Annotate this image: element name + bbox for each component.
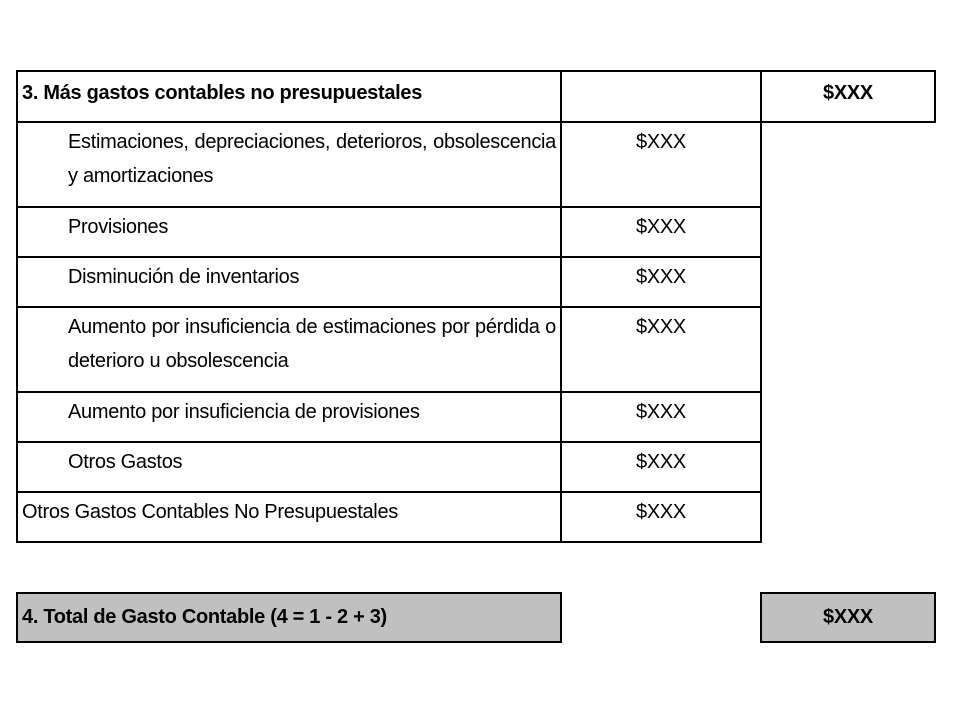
row-label-aumento-provisiones: Aumento por insuficiencia de provisiones: [68, 401, 420, 423]
row-amount: $XXX: [636, 131, 686, 153]
row-amount: $XXX: [636, 401, 686, 423]
row-label-estimaciones: Estimaciones, depreciaciones, deterioros, obsolescencia y amortizaciones: [68, 131, 556, 187]
row-label-otros-gastos: Otros Gastos: [68, 451, 183, 473]
section-4-amount-box: [760, 592, 936, 643]
section-4-title: 4. Total de Gasto Contable (4 = 1 - 2 + 3): [22, 606, 387, 628]
row-amount: $XXX: [636, 216, 686, 238]
section-3-total-amount: $XXX: [823, 82, 873, 104]
table-row-divider: [16, 206, 762, 208]
table-column-divider: [760, 70, 762, 543]
row-label-disminucion-inventarios: Disminución de inventarios: [68, 266, 300, 288]
row-label-otros-gastos-contables: Otros Gastos Contables No Presupuestales: [22, 501, 398, 523]
section-4-total-amount: $XXX: [823, 606, 873, 628]
table-row-divider: [16, 306, 762, 308]
row-amount: $XXX: [636, 451, 686, 473]
table-row-divider: [16, 391, 762, 393]
section-4-title-box: [16, 592, 562, 643]
row-label-provisiones: Provisiones: [68, 216, 169, 238]
row-amount: $XXX: [636, 501, 686, 523]
row-amount: $XXX: [636, 266, 686, 288]
table-row-divider: [16, 121, 936, 123]
table-row-divider: [16, 491, 762, 493]
table-border-right: [934, 70, 936, 123]
table-row-divider: [16, 441, 762, 443]
table-border-bottom: [16, 541, 762, 543]
row-amount: $XXX: [636, 316, 686, 338]
row-label-aumento-estimaciones: Aumento por insuficiencia de estimaciones por pérdida o deterioro u obsolescencia: [68, 316, 556, 372]
section-3-title: 3. Más gastos contables no presupuestales: [22, 82, 423, 104]
table-border-top: [16, 70, 936, 72]
table-row-divider: [16, 256, 762, 258]
